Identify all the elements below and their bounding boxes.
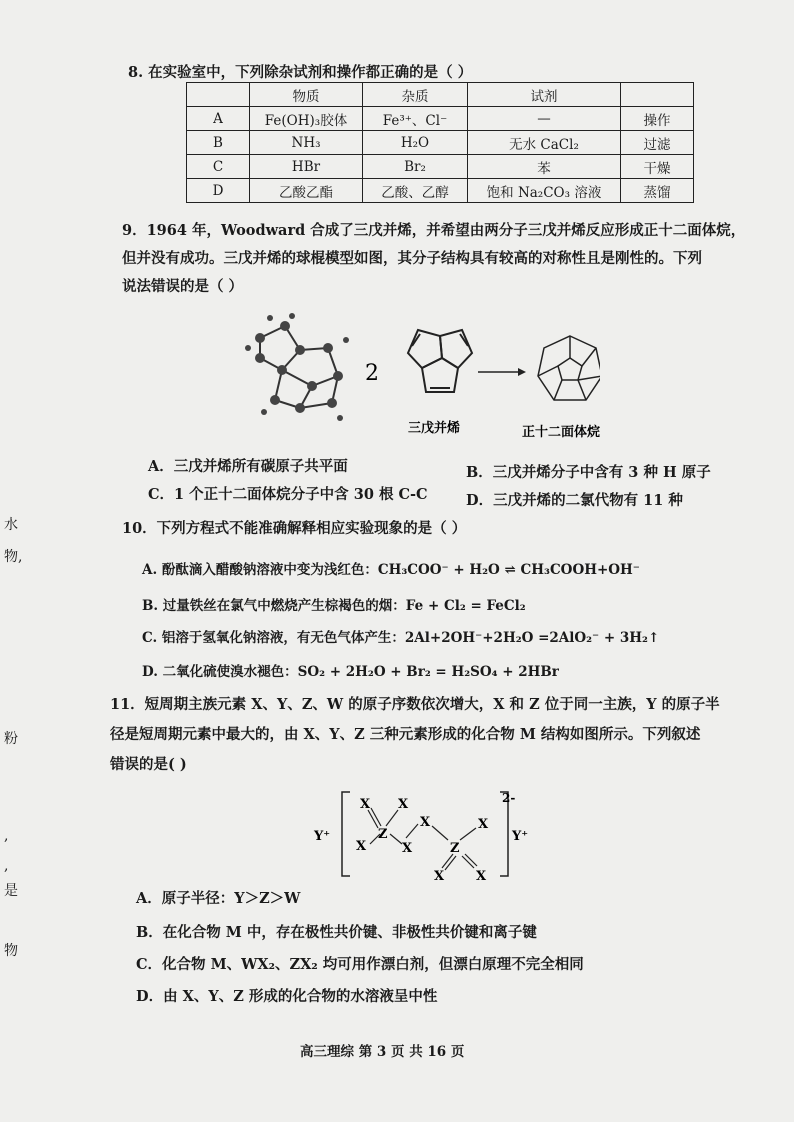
atom-x: X [356,839,367,854]
q10-option-d: D. 二氧化硫使溴水褪色：SO₂ + 2H₂O + Br₂ = H₂SO₄ + 2HBr [142,664,559,680]
triquinacene-skeleton [408,330,472,392]
table-cell: 过滤 [621,131,694,155]
q9-option-d: D．三戊并烯的二氯代物有 11 种 [466,492,683,509]
triquinacene-label: 三戊并烯 [408,421,461,436]
table-cell: D [187,179,250,203]
q11-line3: 错误的是( ) [110,756,187,773]
q11-option-c: C．化合物 M、WX₂、ZX₂ 均可用作漂白剂，但漂白原理不完全相同 [136,956,584,973]
table-row [187,155,694,179]
q9-option-c: C．1 个正十二面体烷分子中含 30 根 C-C [148,486,428,503]
q9-figure [240,308,600,438]
margin-text: , [4,858,9,874]
dodecahedrane-label: 正十二面体烷 [522,425,600,438]
table-cell: B [187,131,250,155]
q11-option-d: D．由 X、Y、Z 形成的化合物的水溶液呈中性 [136,988,438,1005]
margin-text: 物, [4,549,23,565]
atom-x: X [476,869,487,883]
table-cell: 蒸馏 [621,179,694,203]
table-row [187,107,694,131]
q10-option-b: B. 过量铁丝在氯气中燃烧产生棕褐色的烟：Fe + Cl₂ = FeCl₂ [142,598,526,614]
table-cell: H₂O [363,131,468,155]
q9-option-b: B．三戊并烯分子中含有 3 种 H 原子 [466,464,711,481]
atom-x: X [434,869,445,883]
table-cell: 无水 CaCl₂ [468,131,621,155]
dodecahedrane-skeleton [538,336,600,400]
table-cell [621,83,694,107]
q11-option-b: B．在化合物 M 中，存在极性共价键、非极性共价键和离子键 [136,924,537,941]
q8-table [186,82,694,203]
table-row [187,83,694,107]
q9-line1: 9．1964 年，Woodward 合成了三戊并烯，并希望由两分子三戊并烯反应形成正十二面体烷， [122,222,746,239]
table-cell: Br₂ [363,155,468,179]
table-cell: C [187,155,250,179]
table-cell: 乙酸、乙醇 [363,179,468,203]
q9-option-a: A．三戊并烯所有碳原子共平面 [148,458,348,475]
table-cell: — [468,107,621,131]
table-cell: 乙酸乙酯 [250,179,363,203]
atom-x: X [420,815,431,830]
table-row [187,179,694,203]
table-cell: Fe(OH)₃胶体 [250,107,363,131]
table-cell: A [187,107,250,131]
atoms [245,313,349,421]
table-cell: 杂质 [363,83,468,107]
atom-x: X [478,817,489,832]
atom-x: X [402,841,413,856]
margin-text: , [4,828,9,844]
cation-right: Y⁺ [512,829,529,844]
q11-structure [310,788,540,883]
ball-stick-model [260,326,338,408]
table-cell [187,83,250,107]
margin-text: 粉 [4,731,18,747]
structure-atoms [356,797,489,883]
table-cell: Fe³⁺、Cl⁻ [363,107,468,131]
table-cell: 试剂 [468,83,621,107]
table-row [187,131,694,155]
atom-z: Z [378,827,388,842]
atom-x: X [360,797,371,812]
table-cell: HBr [250,155,363,179]
margin-text: 是 [4,883,18,899]
table-cell: 操作 [621,107,694,131]
coefficient: 2 [365,361,379,386]
atom-x: X [398,797,409,812]
q10-stem: 10．下列方程式不能准确解释相应实验现象的是（ ） [122,520,467,537]
q11-line1: 11．短周期主族元素 X、Y、Z、W 的原子序数依次增大，X 和 Z 位于同一主族，Y 的原子半 [110,696,720,713]
q10-option-a: A. 酚酞滴入醋酸钠溶液中变为浅红色：CH₃COO⁻ + H₂O ⇌ CH₃COOH+OH⁻ [142,562,640,578]
table-cell: 干燥 [621,155,694,179]
margin-text: 水 [4,517,18,533]
cation-left: Y⁺ [314,829,331,844]
table-cell: 苯 [468,155,621,179]
table-cell: NH₃ [250,131,363,155]
q9-line2: 但并没有成功。三戊并烯的球棍模型如图，其分子结构具有较高的对称性且是刚性的。下列 [122,250,702,267]
q8-stem: 8. 在实验室中，下列除杂试剂和操作都正确的是（ ） [128,64,473,81]
arrow-head [518,368,526,376]
q9-line3: 说法错误的是（ ） [122,278,244,295]
page-footer: 高三理综 第 3 页 共 16 页 [300,1044,465,1060]
table-cell: 物质 [250,83,363,107]
q11-option-a: A．原子半径：Y＞Z＞W [136,890,301,907]
q11-line2: 径是短周期元素中最大的，由 X、Y、Z 三种元素形成的化合物 M 结构如图所示。下列叙述 [110,726,701,743]
table-cell: 饱和 Na₂CO₃ 溶液 [468,179,621,203]
atom-z: Z [450,841,460,856]
margin-text: 物 [4,943,18,959]
anion-charge: 2- [502,791,516,805]
q10-option-c: C. 铝溶于氢氧化钠溶液，有无色气体产生：2Al+2OH⁻+2H₂O =2AlO₂⁻ + 3H₂↑ [142,630,660,646]
